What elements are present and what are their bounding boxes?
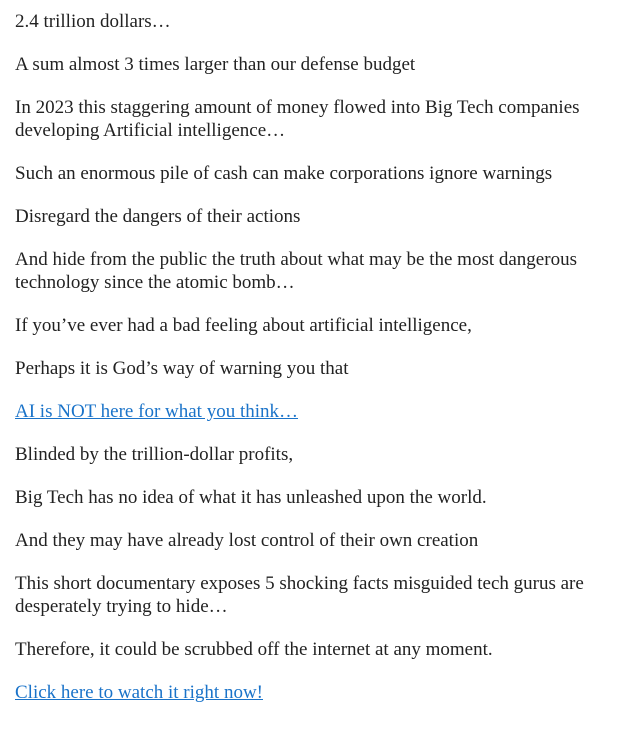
paragraph-ignore-warnings: Such an enormous pile of cash can make corporations ignore warnings bbox=[15, 163, 553, 184]
paragraph-disregard-dangers: Disregard the dangers of their actions bbox=[15, 206, 301, 227]
paragraph-unleashed: Big Tech has no idea of what it has unleashed upon the world. bbox=[15, 487, 487, 508]
paragraph-lost-control: And they may have already lost control of their own creation bbox=[15, 530, 479, 551]
paragraph-gods-warning: Perhaps it is God’s way of warning you that bbox=[15, 358, 349, 379]
paragraph-watch-link bbox=[15, 681, 622, 704]
paragraph-blinded: Blinded by the trillion-dollar profits, bbox=[15, 444, 294, 465]
paragraph-bad-feeling: If you’ve ever had a bad feeling about artificial intelligence, bbox=[15, 315, 472, 336]
paragraph-documentary: This short documentary exposes 5 shocking facts misguided tech gurus are desperately trying to hide… bbox=[15, 573, 584, 617]
watch-now-link[interactable]: Click here to watch it right now! bbox=[15, 682, 263, 703]
paragraph-scrubbed: Therefore, it could be scrubbed off the internet at any moment. bbox=[15, 639, 493, 660]
paragraph-trillion-dollars: 2.4 trillion dollars… bbox=[15, 11, 171, 32]
ai-not-here-link[interactable]: AI is NOT here for what you think… bbox=[15, 401, 299, 422]
paragraph-money-flowed: In 2023 this staggering amount of money flowed into Big Tech companies developing Artificial intelligence… bbox=[15, 97, 580, 141]
paragraph-defense-budget: A sum almost 3 times larger than our defense budget bbox=[15, 54, 416, 75]
paragraph-hide-truth: And hide from the public the truth about what may be the most dangerous technology since the atomic bomb… bbox=[15, 249, 577, 293]
paragraph-ai-link bbox=[15, 400, 622, 423]
